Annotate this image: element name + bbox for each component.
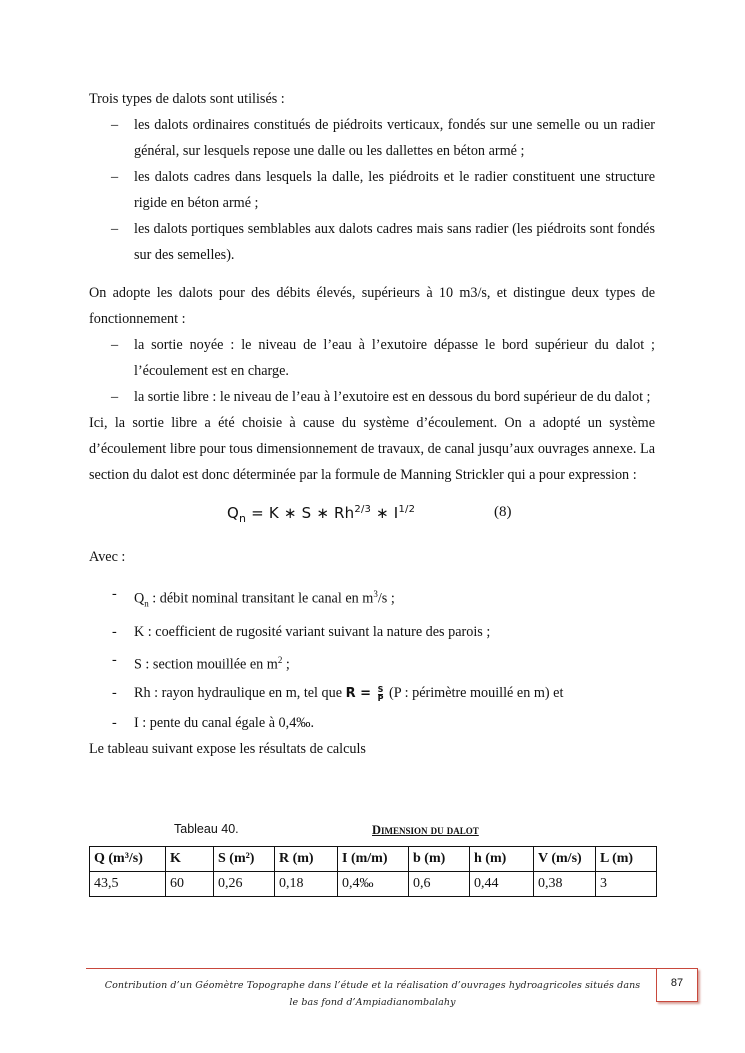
- header-cell: b (m): [409, 847, 470, 872]
- list-item: – la sortie noyée : le niveau de l’eau à l’exutoire dépasse le bord supérieur du dalot ; l’écoulement est en charge.: [89, 332, 655, 384]
- manning-formula: [89, 498, 655, 538]
- page-number-badge: [656, 968, 698, 1002]
- table-cell: 60: [166, 872, 214, 897]
- dash-marker: –: [111, 117, 119, 133]
- list-item: – les dalots portiques semblables aux dalots cadres mais sans radier (les piédroits sont fondés sur des semelles).: [89, 216, 655, 268]
- header-cell: L (m): [596, 847, 657, 872]
- avec-label: Avec :: [89, 549, 126, 565]
- fonctionnement-paragraph: On adopte les dalots pour des débits élevés, supérieurs à 10 m3/s, et distingue deux types de fonctionnement :: [89, 285, 655, 327]
- table-cell: 43,5: [90, 872, 166, 897]
- dash-marker: –: [111, 221, 119, 237]
- footer-rule: [86, 968, 656, 969]
- table-cell: 0,18: [275, 872, 338, 897]
- fraction-s-over-p: $\frac{S}{P}$: [377, 684, 384, 703]
- header-cell: h (m): [470, 847, 534, 872]
- dalot-types-list: [89, 112, 655, 268]
- header-cell: I (m/m): [338, 847, 409, 872]
- list-item: - I : pente du canal égale à 0,4‰.: [112, 715, 315, 732]
- list-item: – les dalots ordinaires constitués de piédroits verticaux, fondés sur une semelle ou un radier général, sur lesquels repose une dalle ou les dallettes en béton armé ;: [89, 112, 655, 164]
- caption-label: Tableau 40.: [174, 822, 239, 836]
- body-text: [89, 86, 655, 761]
- list-item: – les dalots cadres dans lesquels la dalle, les piédroits et le radier constituent une structure rigide en béton armé ;: [89, 164, 655, 216]
- caption-title: Dimension du dalot: [372, 823, 479, 837]
- table-cell: 0,44: [470, 872, 534, 897]
- table-cell: 0,4‰: [338, 872, 409, 897]
- list-item: - Rh : rayon hydraulique en m, tel que R = $\frac{S}{P}$ (P : périmètre mouillé en m) et: [112, 684, 564, 703]
- header-cell: V (m/s): [534, 847, 596, 872]
- dalot-dimension-table: [89, 846, 657, 897]
- list-item: - S : section mouillée en $m^2$ ;: [112, 651, 290, 673]
- header-cell: R (m): [275, 847, 338, 872]
- table-cell: 0,26: [214, 872, 275, 897]
- table-intro: Le tableau suivant expose les résultats de calculs: [89, 741, 366, 758]
- symbol-definitions: [89, 580, 655, 737]
- dash-marker: –: [111, 337, 119, 353]
- formula-expression: $Q_n = K$ ∗ S ∗ $Rh^{2/3}$ ∗ $I^{1/2}$: [227, 504, 416, 525]
- list-item: - K : coefficient de rugosité variant suivant la nature des parois ;: [112, 623, 491, 640]
- header-cell: K: [166, 847, 214, 872]
- table-caption: [174, 822, 574, 837]
- list-item: – la sortie libre : le niveau de l’eau à l’exutoire est en dessous du bord supérieur de du dalot ;: [89, 384, 655, 410]
- header-cell: Q (m³/s): [90, 847, 166, 872]
- dash-marker: –: [111, 169, 119, 185]
- table-cell: 0,6: [409, 872, 470, 897]
- table-row: [90, 872, 657, 897]
- fonctionnement-list: [89, 332, 655, 410]
- list-item: - $Q_n$ : débit nominal transitant le canal en $m^3/s$ ;: [112, 586, 395, 609]
- dash-marker: –: [111, 389, 119, 405]
- explanation-paragraph: Ici, la sortie libre a été choisie à cause du système d’écoulement. On a adopté un système d’écoulement libre pour tous dimensionnement de travaux, de canal jusqu’aux ouvrages annexe. La section du dalot est donc déterminée par la formule de Manning Strickler qui a pour expression :: [89, 415, 655, 483]
- formula-number: (8): [494, 504, 512, 520]
- header-cell: S (m²): [214, 847, 275, 872]
- table-cell: 3: [596, 872, 657, 897]
- intro-paragraph: Trois types de dalots sont utilisés :: [89, 91, 285, 107]
- table-cell: 0,38: [534, 872, 596, 897]
- page-number: 87: [670, 977, 684, 989]
- table-header-row: [90, 847, 657, 872]
- footer-text: Contribution d’un Géomètre Topographe dans l’étude et la réalisation d’ouvrages hydroagricoles situés dans le bas fond d’Ampiadianombalahy: [104, 980, 641, 1008]
